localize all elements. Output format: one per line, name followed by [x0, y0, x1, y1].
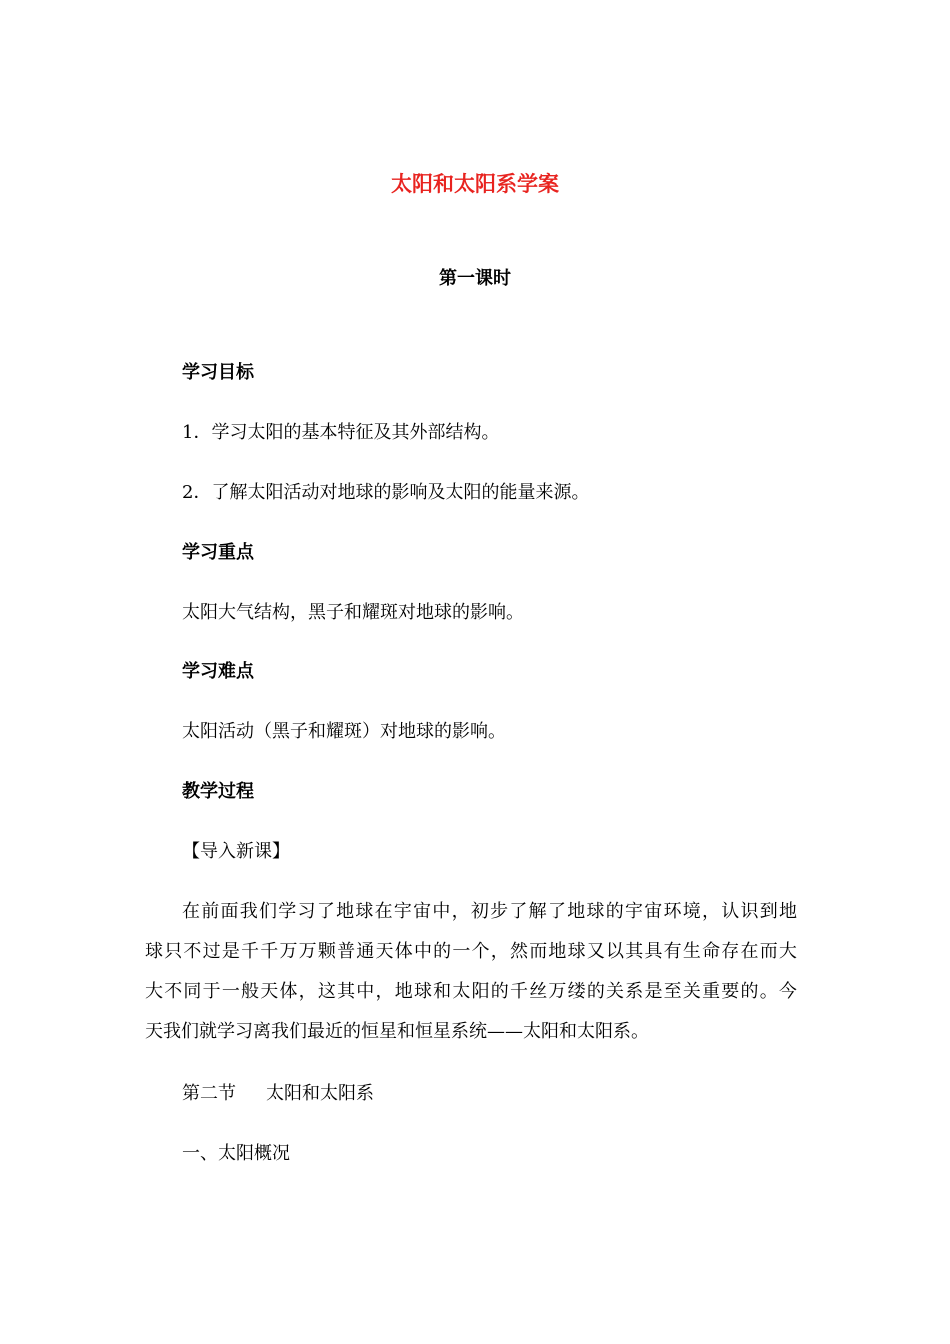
key-points-text: 太阳大气结构，黑子和耀斑对地球的影响。	[182, 602, 524, 623]
objectives-heading: 学习目标	[182, 362, 254, 383]
lesson-subtitle: 第一课时	[439, 268, 511, 289]
section-heading	[182, 1082, 374, 1106]
difficulties-heading: 学习难点	[182, 661, 254, 682]
paragraph-line: 在前面我们学习了地球在宇宙中，初步了解了地球的宇宙环境，认识到地	[182, 901, 799, 922]
paragraph-line: 天我们就学习离我们最近的恒星和恒星系统——太阳和太阳系。	[145, 1021, 649, 1042]
section-number: 第二节	[182, 1083, 236, 1104]
difficulties-text: 太阳活动（黑子和耀斑）对地球的影响。	[182, 721, 506, 742]
objective-item-1: 1．学习太阳的基本特征及其外部结构。	[182, 422, 500, 443]
paragraph-line: 球只不过是千千万万颗普通天体中的一个，然而地球又以其具有生命存在而大	[145, 941, 799, 962]
paragraph-line: 大不同于一般天体，这其中，地球和太阳的千丝万缕的关系是至关重要的。今	[145, 981, 799, 1002]
section-title: 太阳和太阳系	[266, 1083, 374, 1104]
intro-label: 【导入新课】	[182, 841, 290, 862]
subsection-heading: 一、太阳概况	[182, 1143, 290, 1164]
process-heading: 教学过程	[182, 781, 254, 802]
objective-item-2: 2．了解太阳活动对地球的影响及太阳的能量来源。	[182, 482, 590, 503]
key-points-heading: 学习重点	[182, 542, 254, 563]
document-title: 太阳和太阳系学案	[391, 172, 559, 196]
